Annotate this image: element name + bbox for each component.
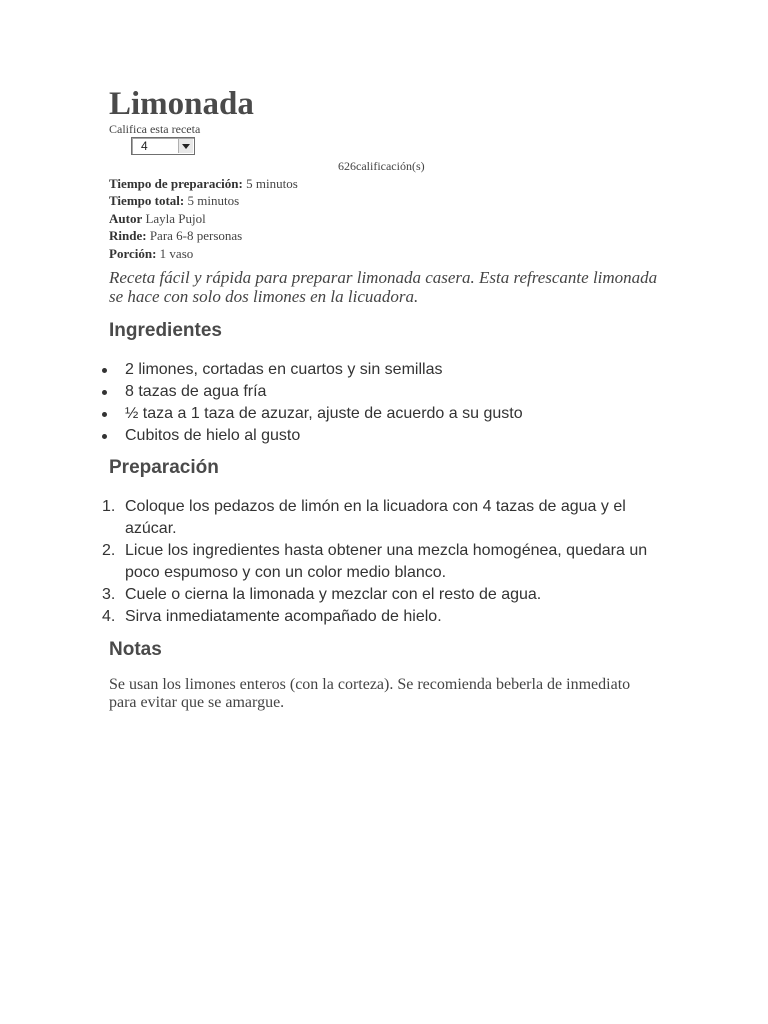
notes-heading: Notas: [109, 639, 162, 660]
step-text: Cuele o cierna la limonada y mezclar con el resto de agua.: [125, 586, 542, 603]
meta-value: Para 6-8 personas: [149, 228, 243, 244]
list-item: [125, 381, 523, 403]
preparation-heading: Preparación: [109, 457, 219, 478]
chevron-down-icon[interactable]: [178, 139, 193, 153]
meta-value: Layla Pujol: [145, 210, 206, 226]
rating-select-value: 4: [141, 139, 148, 153]
meta-key: Tiempo de preparación:: [109, 176, 243, 191]
notes-text: Se usan los limones enteros (con la corteza). Se recomienda beberla de inmediato para evitar que se amargue.: [109, 676, 631, 711]
ingredient-text: Cubitos de hielo al gusto: [125, 427, 301, 444]
step-text: Coloque los pedazos de limón en la licuadora con 4 tazas de agua y el azúcar.: [125, 498, 626, 537]
meta-author: [109, 210, 298, 227]
step-number: 4.: [102, 608, 116, 625]
meta-key: Rinde:: [109, 228, 147, 244]
ingredients-list: [125, 359, 523, 447]
rating-select[interactable]: [131, 137, 195, 155]
step-number: 3.: [102, 586, 116, 603]
step-text: Licue los ingredientes hasta obtener una mezcla homogénea, quedara un poco espumoso y con un color medio blanco.: [125, 542, 648, 581]
ingredient-text: ½ taza a 1 taza de azuzar, ajuste de acuerdo a su gusto: [125, 405, 523, 422]
ingredient-text: 8 tazas de agua fría: [125, 383, 267, 400]
step-number: 1.: [102, 498, 116, 515]
meta-serving: [109, 245, 298, 262]
bullet-dot-icon: [102, 368, 107, 373]
bullet-dot-icon: [102, 434, 107, 439]
ingredient-text: 2 limones, cortadas en cuartos y sin semillas: [125, 361, 443, 378]
list-item: [102, 606, 655, 628]
bullet-dot-icon: [102, 390, 107, 395]
list-item: [102, 496, 655, 540]
step-text: Sirva inmediatamente acompañado de hielo.: [125, 608, 442, 625]
bullet-dot-icon: [102, 412, 107, 417]
preparation-steps: [102, 496, 655, 628]
page-title: Limonada: [109, 86, 254, 122]
list-item: [102, 584, 655, 606]
list-item: [125, 403, 523, 425]
list-item: [125, 359, 523, 381]
meta-prep-time: [109, 175, 298, 192]
rating-count: 626calificación(s): [338, 159, 425, 173]
meta-value: 5 minutos: [246, 176, 298, 191]
meta-key: Autor: [109, 210, 143, 226]
meta-yield: [109, 227, 298, 244]
meta-value: 5 minutos: [187, 193, 240, 209]
meta-key: Tiempo total:: [109, 193, 185, 209]
step-number: 2.: [102, 542, 116, 559]
meta-total-time: [109, 192, 298, 209]
rating-label: Califica esta receta: [109, 122, 201, 136]
list-item: [125, 425, 523, 447]
meta-value: 1 vaso: [159, 245, 194, 261]
ingredients-heading: Ingredientes: [109, 320, 222, 341]
list-item: [102, 540, 655, 584]
meta-key: Porción:: [109, 245, 157, 261]
recipe-meta: [109, 175, 298, 262]
recipe-summary: Receta fácil y rápida para preparar limonada casera. Esta refrescante limonada se hace con solo dos limones en la licuadora.: [109, 268, 658, 306]
